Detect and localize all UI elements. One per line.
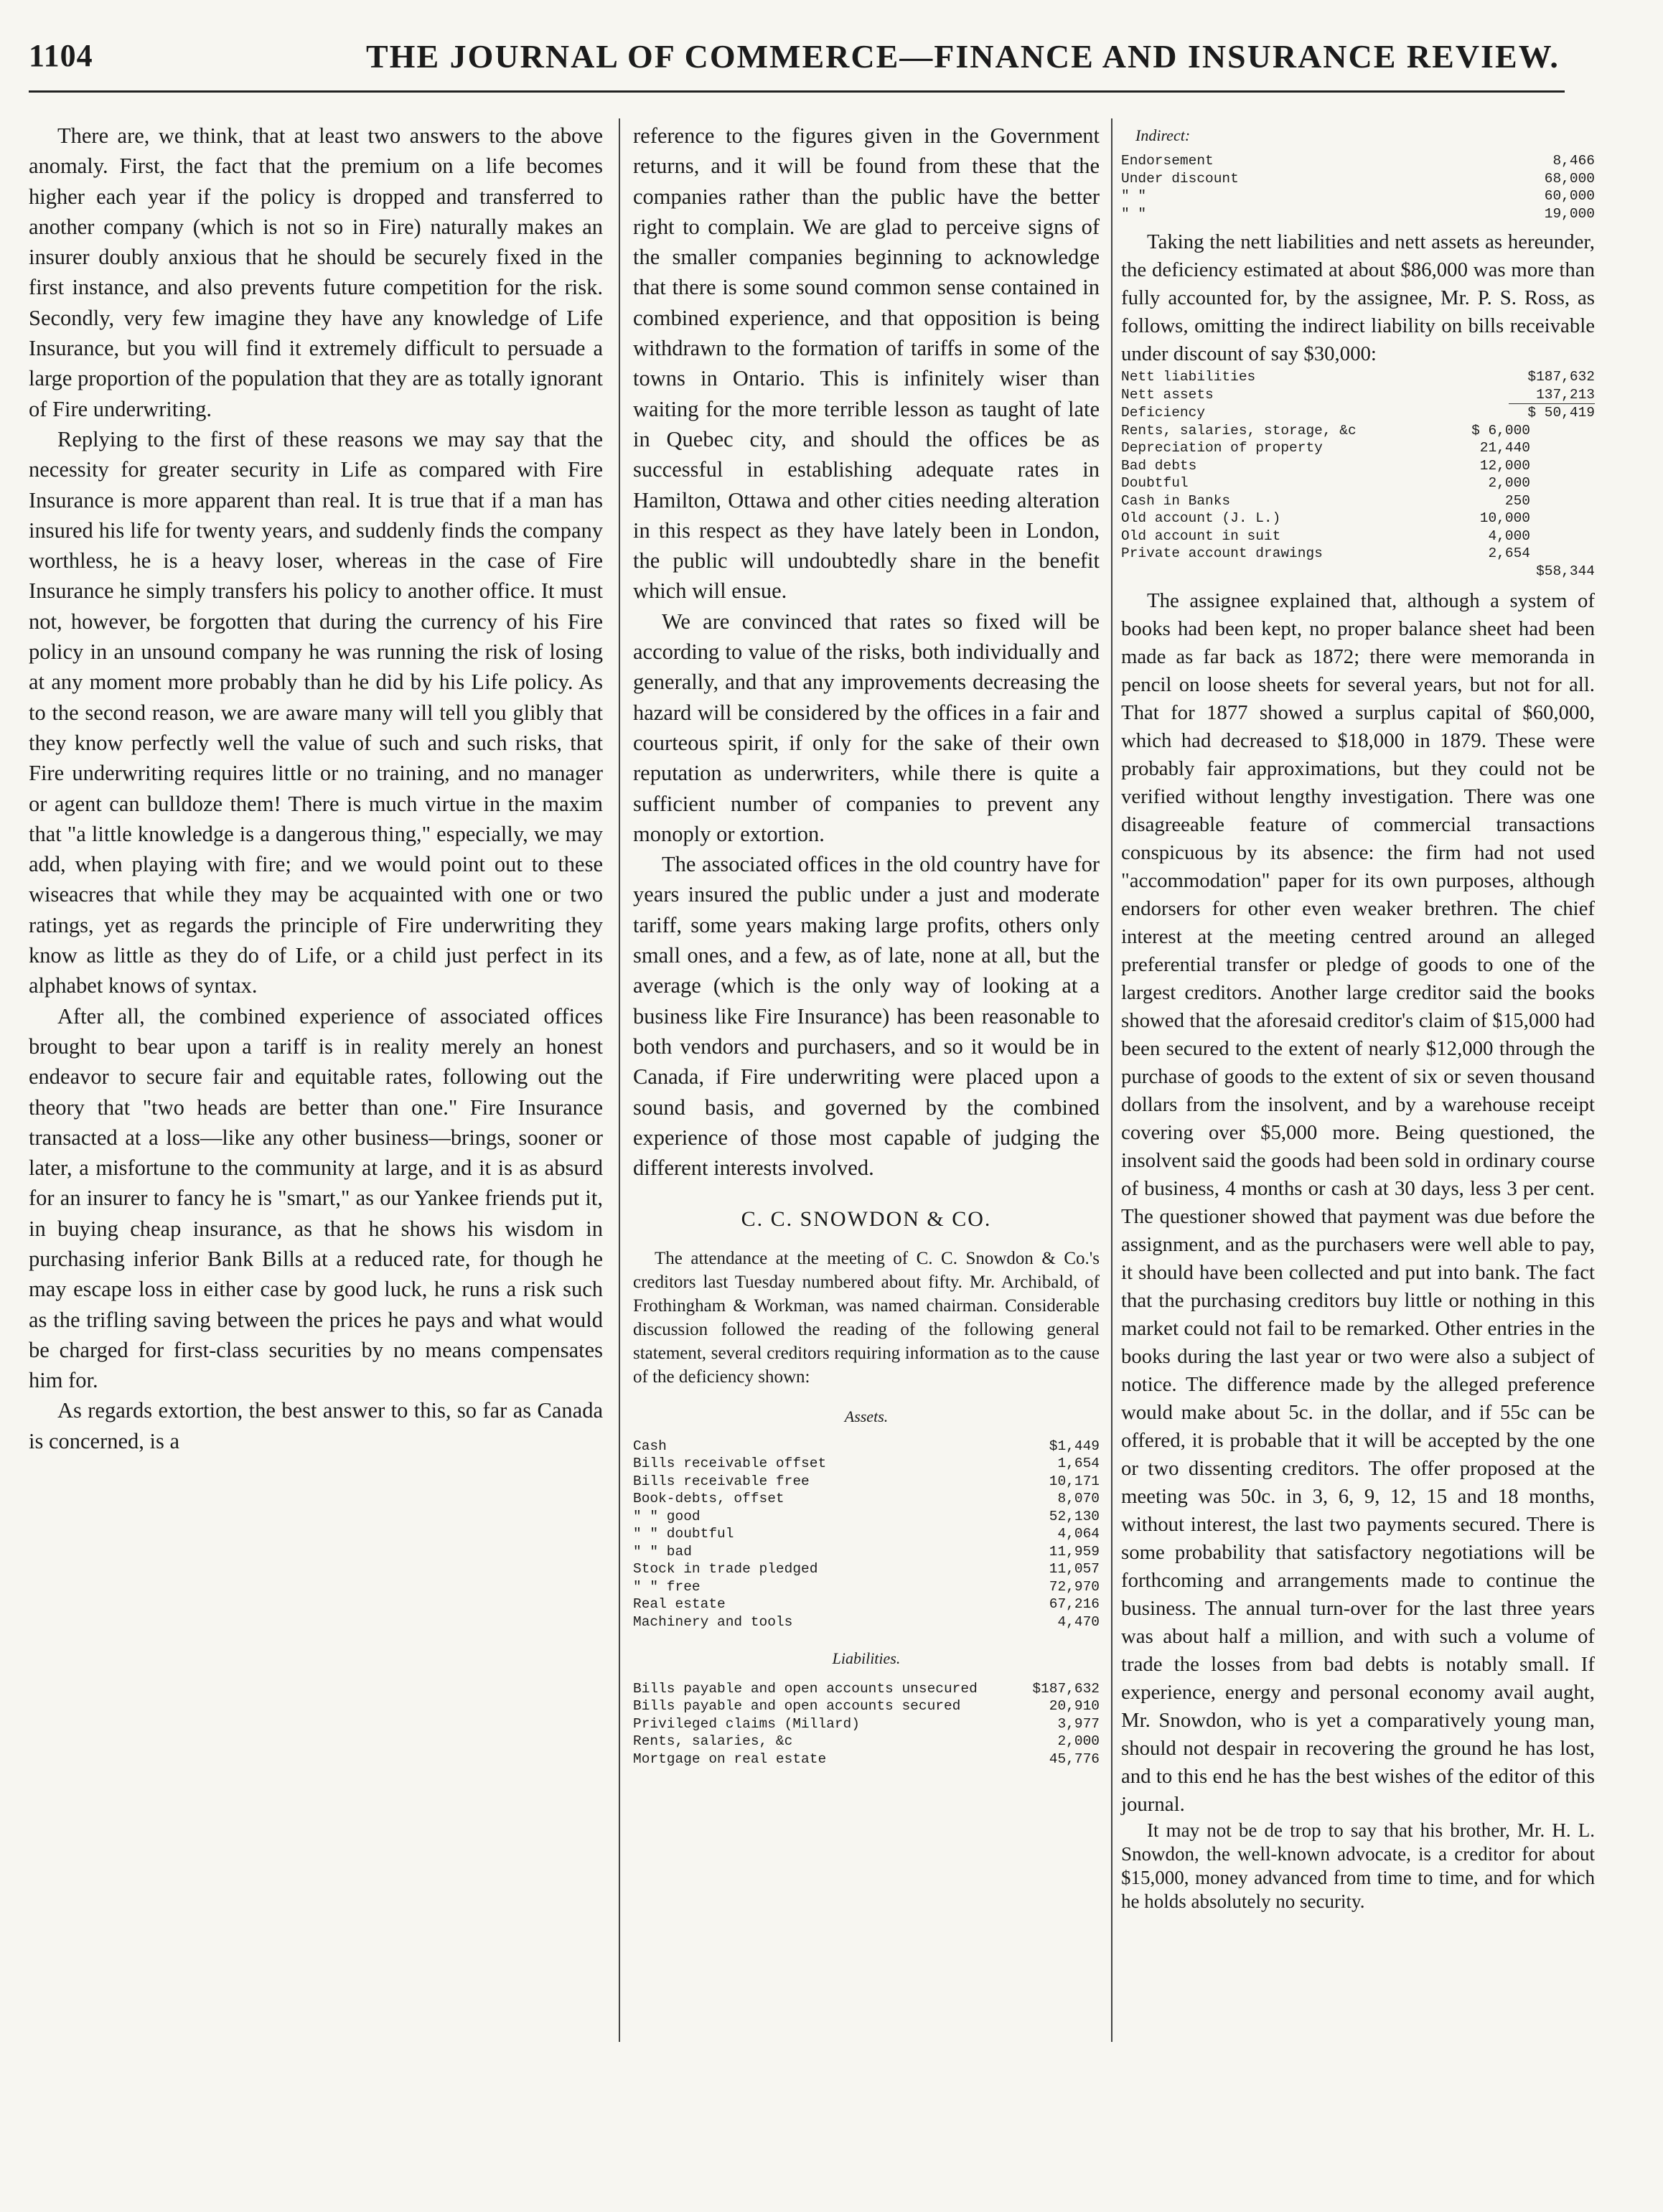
ledger-row xyxy=(1121,170,1595,188)
ledger-value: $187,632 xyxy=(1527,369,1595,385)
ledger-value: 10,171 xyxy=(1049,1473,1100,1489)
ledger-value: 60,000 xyxy=(1544,188,1595,205)
ledger-label: Endorsement xyxy=(1121,153,1214,169)
ledger-label: Depreciation of property xyxy=(1121,440,1323,456)
ledger-row xyxy=(633,1715,1100,1733)
ledger-label: Real estate xyxy=(633,1596,726,1613)
liabilities-heading: Liabilities. xyxy=(832,1649,901,1668)
ledger-row xyxy=(633,1733,1100,1751)
ledger-label: Bills receivable offset xyxy=(633,1456,827,1472)
indirect-ledger xyxy=(1121,152,1595,222)
paragraph: Taking the nett liabilities and nett assets as hereunder, the deficiency estimated at about $86,000 was more than fully accounted for, by the assignee, Mr. P. S. Ross, as follows, omitting the indirect liability on bills receivable under discount of say $30,000: xyxy=(1121,230,1595,366)
ledger-row xyxy=(633,1697,1100,1715)
ledger-label: Bills receivable free xyxy=(633,1473,810,1489)
ledger-row xyxy=(1121,422,1530,440)
ledger-row xyxy=(1121,152,1595,170)
ledger-row xyxy=(1121,368,1595,386)
ledger-label: Stock in trade pledged xyxy=(633,1561,818,1578)
ledger-row xyxy=(1121,492,1530,510)
ledger-value: 1,654 xyxy=(1057,1456,1100,1472)
nett-ledger xyxy=(1121,368,1595,403)
ledger-row xyxy=(633,1543,1100,1561)
ledger-value: 12,000 xyxy=(1479,457,1530,474)
ledger-row xyxy=(1121,563,1595,581)
ledger-label: Doubtful xyxy=(1121,475,1189,492)
ledger-value: $1,449 xyxy=(1049,1438,1100,1454)
ledger-value: 4,064 xyxy=(1057,1526,1100,1542)
liabilities-ledger xyxy=(633,1680,1100,1768)
ledger-label: Bills payable and open accounts unsecured xyxy=(633,1680,978,1697)
ledger-row xyxy=(633,1680,1100,1698)
ledger-label: Rents, salaries, storage, &c xyxy=(1121,422,1357,439)
ledger-label: " " good xyxy=(633,1508,701,1524)
paragraph: As regards extortion, the best answer to this, so far as Canada is concerned, is a xyxy=(29,1398,603,1453)
ledger-value: $ 6,000 xyxy=(1471,422,1530,439)
ledger-value: 10,000 xyxy=(1479,510,1530,527)
ledger-value: 19,000 xyxy=(1544,205,1595,222)
ledger-row xyxy=(1121,187,1595,205)
ledger-row xyxy=(633,1438,1100,1456)
ledger-value: 52,130 xyxy=(1049,1508,1100,1524)
ledger-label: Nett liabilities xyxy=(1121,369,1256,385)
ledger-row xyxy=(1121,528,1530,545)
ledger-value: $ 50,419 xyxy=(1527,405,1595,421)
ledger-row xyxy=(633,1473,1100,1491)
ledger-label: Privileged claims (Millard) xyxy=(633,1715,860,1732)
ledger-label: " " xyxy=(1121,205,1147,222)
ledger-label: " " doubtful xyxy=(633,1526,734,1542)
ledger-row xyxy=(633,1578,1100,1596)
ledger-row xyxy=(1121,474,1530,492)
ledger-row xyxy=(1121,510,1530,528)
breakdown-total xyxy=(1121,563,1595,581)
column-divider-1 xyxy=(619,118,620,2042)
ledger-label: Cash in Banks xyxy=(1121,492,1231,509)
ledger-row xyxy=(633,1525,1100,1543)
indirect-heading: Indirect: xyxy=(1135,126,1191,144)
ledger-label: Machinery and tools xyxy=(633,1613,793,1630)
ledger-value: $58,344 xyxy=(1536,563,1595,579)
assets-heading: Assets. xyxy=(844,1407,889,1425)
ledger-value: 8,466 xyxy=(1552,153,1595,169)
ledger-value: 11,057 xyxy=(1049,1561,1100,1578)
ledger-label: Old account in suit xyxy=(1121,528,1281,544)
ledger-row xyxy=(633,1508,1100,1526)
paragraph: There are, we think, that at least two answers to the above anomaly. First, the fact that the premium on a life becomes higher each year if the policy is dropped and transferred to another company (which is not so in Fire) naturally makes an insurer doubly anxious that he should be securely fixed in the first instance, and also prevents future competition for the risk. Secondly, very few imagine they have any knowledge of Life Insurance, but you will find it extremely difficult to persuade a large proportion of the population that they are as totally ignorant of Fire underwriting. xyxy=(29,123,603,421)
ledger-value: 4,000 xyxy=(1488,528,1530,544)
ledger-value: 2,654 xyxy=(1488,545,1530,562)
ledger-row xyxy=(633,1560,1100,1578)
ledger-label: " " xyxy=(1121,188,1147,205)
ledger-row xyxy=(1121,457,1530,475)
section-intro: The attendance at the meeting of C. C. Snowdon & Co.'s creditors last Tuesday numbered about fifty. Mr. Archibald, of Frothingham & Workman, was named chairman. Considerable discussion followed the reading of the following general statement, several creditors requiring information as to the cause of the deficiency shown: xyxy=(633,1248,1100,1387)
ledger-label: Deficiency xyxy=(1121,405,1206,421)
ledger-label: Rents, salaries, &c xyxy=(633,1733,793,1750)
ledger-value: 8,070 xyxy=(1057,1491,1100,1507)
ledger-label: Private account drawings xyxy=(1121,545,1323,562)
assets-ledger xyxy=(633,1438,1100,1631)
ledger-row xyxy=(1121,205,1595,223)
ledger-row xyxy=(633,1490,1100,1508)
ledger-value: 250 xyxy=(1504,492,1530,509)
column-2 xyxy=(633,121,1100,1768)
ledger-label: Mortgage on real estate xyxy=(633,1751,827,1767)
ledger-value: 21,440 xyxy=(1479,440,1530,456)
ledger-value: 11,959 xyxy=(1049,1543,1100,1560)
ledger-value: 137,213 xyxy=(1536,386,1595,403)
ledger-label: Book-debts, offset xyxy=(633,1491,784,1507)
ledger-row xyxy=(633,1595,1100,1613)
page-header xyxy=(29,37,1565,80)
ledger-value: 2,000 xyxy=(1488,475,1530,492)
ledger-label: " " free xyxy=(633,1578,701,1595)
ledger-row xyxy=(633,1751,1100,1768)
ledger-value: $187,632 xyxy=(1032,1680,1100,1697)
ledger-value: 2,000 xyxy=(1057,1733,1100,1750)
column-1 xyxy=(29,121,603,1456)
ledger-value: 20,910 xyxy=(1049,1698,1100,1715)
ledger-value: 72,970 xyxy=(1049,1578,1100,1595)
col3-body-top xyxy=(1121,228,1595,368)
paragraph: After all, the combined experience of associated offices brought to bear upon a tariff is in reality merely an honest endeavor to secure fair and equitable rates, following out the theory that "two heads are better than one." Fire Insurance transacted at a loss—like any other business—brings, sooner or later, a misfortune to the community at large, and it is as absurd for an insurer to fancy he is "smart," as our Yankee friends put it, in buying cheap insurance, as that he shows his wisdom in purchasing inferior Bank Bills at a reduced rate, for though he may escape loss in either case by good luck, he runs a risk such as the trifling saving between the prices he pays and what would be charged for first-class securities by no means compensates him for. xyxy=(29,1003,603,1393)
ledger-row xyxy=(1121,545,1530,563)
paragraph: The associated offices in the old country have for years insured the public under a just and moderate tariff, some years making large profits, others only small ones, and a few, as of late, none at all, but the average (which is the only way of looking at a business like Fire Insurance) has been reasonable to both vendors and purchasers, and so it would be in Canada, if Fire underwriting were placed upon a sound basis, and governed by the combined experience of those most capable of judging the different interests involved. xyxy=(633,852,1100,1181)
page-number: 1104 xyxy=(29,38,93,73)
section-title: C. C. SNOWDON & CO. xyxy=(741,1207,992,1232)
paragraph: reference to the figures given in the Government returns, and it will be found from these that the companies rather than the public have the better right to complain. We are glad to perceive signs of the smaller companies beginning to acknowledge that there is some sound common sense contained in combined experience, and that opposition is being withdrawn to the formation of tariffs in some of the towns in Ontario. This is infinitely wiser than waiting for the more terrible lesson as taught of late in Quebec city, and should the offices be as successful in establishing adequate rates in Hamilton, Ottawa and other cities needing alteration in this respect as they have lately been in London, the public will undoubtedly share in the benefit which will ensue. xyxy=(633,123,1100,604)
ledger-label: Cash xyxy=(633,1438,667,1454)
deficiency-ledger xyxy=(1121,404,1595,422)
journal-title: THE JOURNAL OF COMMERCE—FINANCE AND INSURANCE REVIEW. xyxy=(366,38,1560,75)
ledger-label: Nett assets xyxy=(1121,386,1214,403)
breakdown-ledger xyxy=(1121,422,1595,563)
ledger-value: 68,000 xyxy=(1544,170,1595,187)
paragraph: Replying to the first of these reasons we may say that the necessity for greater security in Life as compared with Fire Insurance is more apparent than real. It is true that if a man has insured his life for twenty years, and suddenly finds the company worthless, he is a heavy loser, whereas in the case of Fire Insurance he simply transfers his policy to another office. It must not, however, be forgotten that during the currency of his Fire policy in an unsound company he was running the risk of losing at any moment more probably than he did by his Life policy. As to the second reason, we are aware many will tell you glibly that they know perfectly well the value of such and such risks, that Fire underwriting requires little or no training, and no manager or agent can bulldoze them! There is much virtue in the maxim that "a little knowledge is a dangerous thing," especially, we may add, when playing with fire; and we would point out to these wiseacres that while they may be acquainted with one or two ratings, yet as regards the principle of Fire underwriting they know as little as they do of Life, or a child just perfect in its alphabet knows of syntax. xyxy=(29,426,603,998)
ledger-label: " " bad xyxy=(633,1543,692,1560)
column-3 xyxy=(1121,121,1595,1913)
column-divider-2 xyxy=(1111,118,1112,2042)
ledger-label: Under discount xyxy=(1121,170,1239,187)
ledger-label: Bad debts xyxy=(1121,457,1197,474)
paragraph: The assignee explained that, although a system of books had been kept, no proper balance sheet had been made as far back as 1872; there were memoranda in pencil on loose sheets for several years, but not for all. That for 1877 showed a surplus capital of $60,000, which had decreased to $18,000 in 1879. These were probably fair approximations, but they could not be verified without lengthy investigation. There was one disagreeable feature of commercial transactions conspicuous by its absence: the firm had not used "accommodation" paper for its own purposes, although endorsers for other even weaker brethren. The chief interest at the meeting centred around an alleged preferential transfer or pledge of goods to one of the largest creditors. Another large creditor said the books showed that the aforesaid creditor's claim of $15,000 had been secured to the extent of nearly $12,000 through the purchase of goods to the extent of six or seven thousand dollars from the insolvent, and by a warehouse receipt covering over $5,000 more. Being questioned, the insolvent said the goods had been sold in ordinary course of business, 4 months or cash at 30 days, less 3 per cent. The questioner showed that payment was due before the assignment, and as the purchasers were well able to pay, it should have been collected and put into bank. The fact that the purchasing creditors buy little or nothing in this market could not fail to be remarked. Other entries in the books during the last year or two were also a subject of notice. The difference made by the alleged preference would make about 5c. in the dollar, and if 55c can be offered, it is probable that it will be accepted by the one or two dissenting creditors. The offer proposed at the meeting was 50c. in 3, 6, 9, 12, 15 and 18 months, without interest, the last two payments secured. There is some probability that satisfactory negotiations will be forthcoming and arrangements made to continue the business. The annual turn-over for the last three years was about half a million, and with such a volume of trade the losses from bad debts is notably small. If experience, energy and personal economy avail aught, Mr. Snowdon, who is yet a comparatively young man, should not despair in recovering the ground he has lost, and to this end he has the best wishes of the editor of this journal. xyxy=(1121,589,1595,1817)
ledger-row xyxy=(633,1613,1100,1631)
ledger-row xyxy=(1121,404,1595,422)
ledger-row xyxy=(1121,439,1530,457)
ledger-label: Old account (J. L.) xyxy=(1121,510,1281,527)
col3-body xyxy=(1121,587,1595,1913)
ledger-value: 67,216 xyxy=(1049,1596,1100,1613)
ledger-row xyxy=(633,1455,1100,1473)
ledger-value: 45,776 xyxy=(1049,1751,1100,1767)
ledger-value: 3,977 xyxy=(1057,1715,1100,1732)
ledger-value: 4,470 xyxy=(1057,1613,1100,1630)
ledger-label: Bills payable and open accounts secured xyxy=(633,1698,961,1715)
ledger-row xyxy=(1121,386,1595,404)
header-rule xyxy=(29,90,1565,93)
closing-paragraph: It may not be de trop to say that his brother, Mr. H. L. Snowdon, the well-known advocate, is a creditor for about $15,000, money advanced from time to time, and for which he holds absolutely no security. xyxy=(1121,1819,1595,1913)
paragraph: We are convinced that rates so fixed will be according to value of the risks, both individually and generally, and that any improvements decreasing the hazard will be considered by the offices in a fair and courteous spirit, if only for the sake of their own reputation as underwriters, while there is quite a sufficient number of companies to prevent any monoply or extortion. xyxy=(633,609,1100,846)
